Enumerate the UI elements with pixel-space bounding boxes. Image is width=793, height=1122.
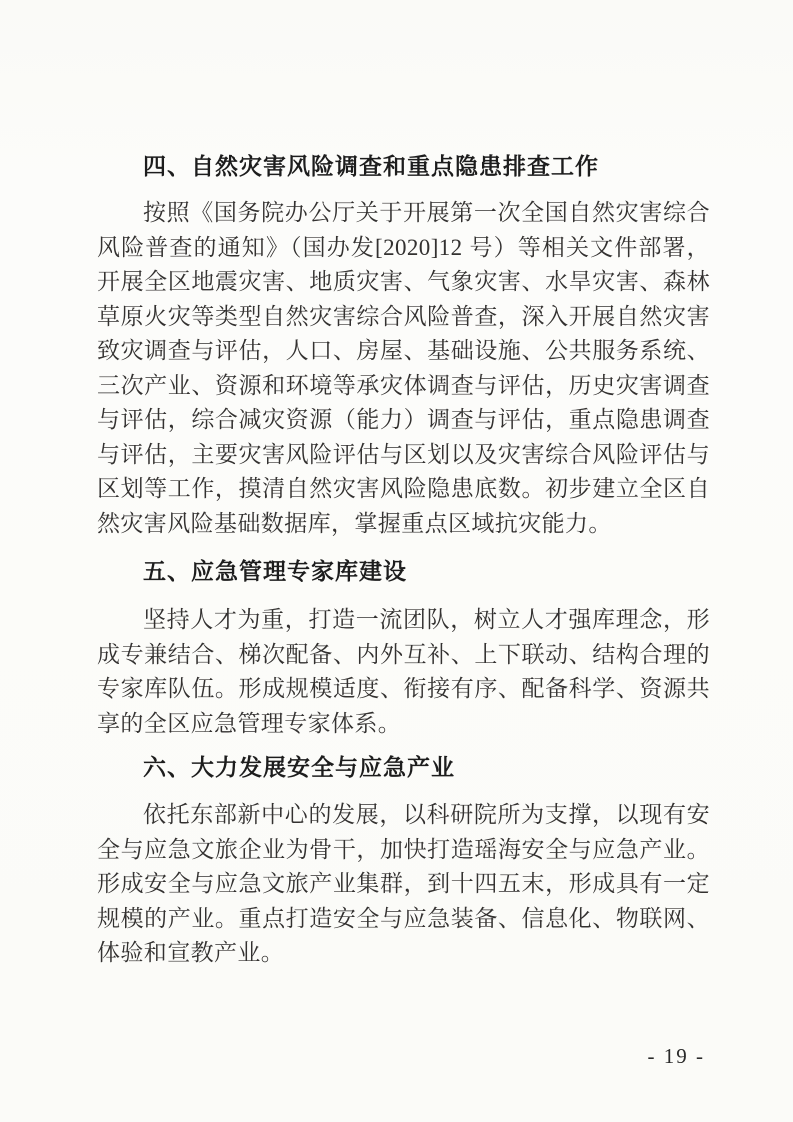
section-paragraph-6: 依托东部新中心的发展，以科研院所为支撑，以现有安全与应急文旅企业为骨干，加快打造瑶海安全与应急产业。形成安全与应急文旅产业集群，到十四五末，形成具有一定规模的产业。重点打造安全与应急装备、信息化、物联网、体验和宣教产业。: [97, 802, 710, 965]
section-heading-4: 四、自然灾害风险调查和重点隐患排查工作: [143, 154, 599, 179]
section-expert-database: [97, 557, 710, 741]
section-safety-emergency-industry: [97, 753, 710, 971]
section-heading-5: 五、应急管理专家库建设: [143, 559, 407, 584]
section-natural-disaster-risk-survey: [97, 152, 710, 541]
section-paragraph-4: 按照《国务院办公厅关于开展第一次全国自然灾害综合风险普查的通知》（国办发[2020]12 号）等相关文件部署，开展全区地震灾害、地质灾害、气象灾害、水旱灾害、森林草原火灾等类型自然灾害综合风险普查，深入开展自然灾害致灾调查与评估，人口、房屋、基础设施、公共服务系统、三次产业、资源和环境等承灾体调查与评估，历史灾害调查与评估，综合减灾资源（能力）调查与评估，重点隐患调查与评估，主要灾害风险评估与区划以及灾害综合风险评估与区划等工作，摸清自然灾害风险隐患底数。初步建立全区自然灾害风险基础数据库，掌握重点区域抗灾能力。: [97, 200, 710, 536]
page-number: - 19 -: [647, 1044, 705, 1068]
section-heading-6: 六、大力发展安全与应急产业: [143, 755, 455, 780]
section-paragraph-5: 坚持人才为重，打造一流团队，树立人才强库理念，形成专兼结合、梯次配备、内外互补、上下联动、结构合理的专家库队伍。形成规模适度、衔接有序、配备科学、资源共享的全区应急管理专家体系。: [97, 607, 710, 736]
